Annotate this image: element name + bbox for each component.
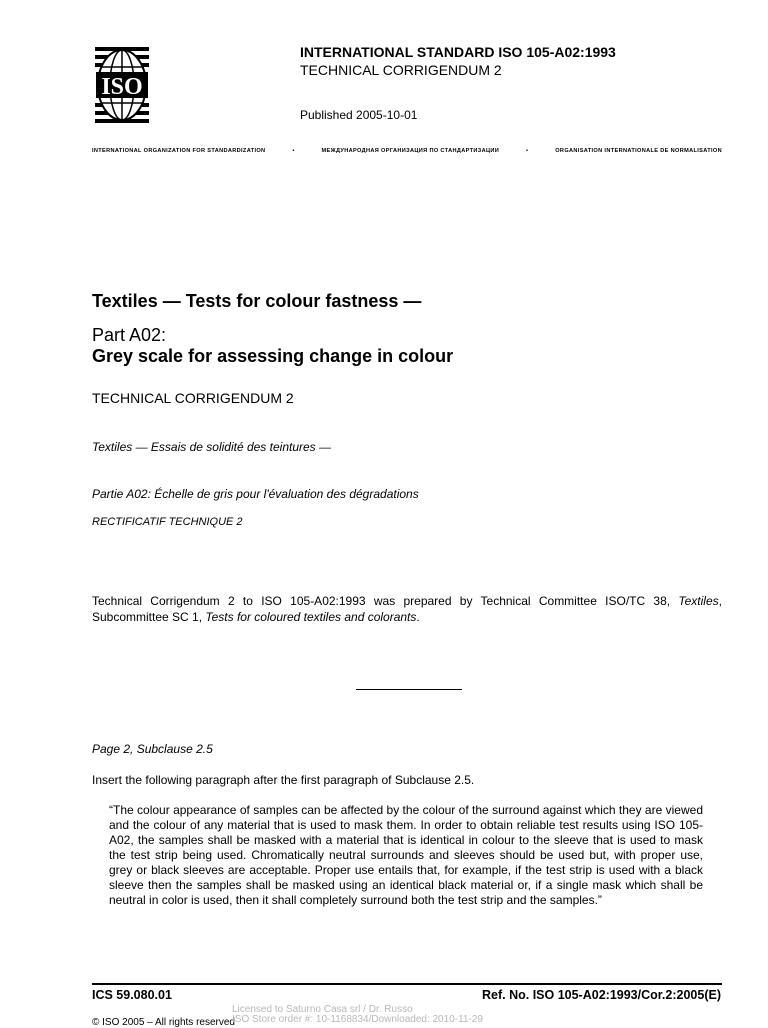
- license-watermark: Licensed to Saturno Casa srl / Dr. Russo: [232, 1004, 413, 1015]
- french-title: Textiles — Essais de solidité des teintures —: [92, 440, 331, 454]
- french-corrigendum: RECTIFICATIF TECHNIQUE 2: [92, 516, 243, 528]
- published-date: Published 2005-10-01: [300, 108, 418, 122]
- org-name-english: INTERNATIONAL ORGANIZATION FOR STANDARDIZATION: [92, 148, 266, 154]
- intro-paragraph: [92, 594, 722, 625]
- standard-title: INTERNATIONAL STANDARD ISO 105-A02:1993: [300, 44, 616, 60]
- section-divider: [356, 689, 462, 690]
- org-bullet: •: [526, 148, 529, 154]
- copyright-notice: © ISO 2005 – All rights reserved: [92, 1017, 235, 1028]
- footer-rule: [92, 983, 722, 985]
- corrigendum-heading: TECHNICAL CORRIGENDUM 2: [92, 390, 294, 406]
- license-watermark: ISO Store order #: 10-1168834/Downloaded: 2010-11-29: [232, 1014, 483, 1025]
- corrigendum-label: TECHNICAL CORRIGENDUM 2: [300, 62, 502, 78]
- inserted-paragraph: “The colour appearance of samples can be affected by the colour of the surround against which they are viewed and the colour of any material that is used to mask them. In order to obtain reliable test results using ISO 105-A02, the samples shall be masked with a material that is identical in colour to the sleeve that is used to mask the test strip being used. Chromatically neutral surrounds and sleeves should be used but, with proper use, grey or black sleeves are acceptable. Proper use entails that, for example, if the test strip is used with a black sleeve then the samples shall be masked using an identical black material or, if a single mask which shall be neutral in color is used, then it shall completely surround both the test strip and the samples.”: [109, 803, 703, 907]
- iso-logo: [95, 47, 149, 123]
- svg-text:ISO: ISO: [101, 74, 143, 100]
- document-title: Textiles — Tests for colour fastness —: [92, 291, 422, 311]
- page-subclause-reference: Page 2, Subclause 2.5: [92, 742, 213, 756]
- intro-text: , Subcommittee SC 1,: [92, 594, 722, 624]
- org-name-french: ORGANISATION INTERNATIONALE DE NORMALISATION: [555, 148, 722, 154]
- reference-number: Ref. No. ISO 105-A02:1993/Cor.2:2005(E): [482, 988, 721, 1002]
- intro-subcommittee-name: Tests for coloured textiles and colorants: [205, 609, 417, 624]
- french-part-title: Partie A02: Échelle de gris pour l'évaluation des dégradations: [92, 487, 419, 501]
- intro-text: .: [416, 609, 420, 624]
- organization-line: [92, 148, 722, 154]
- instruction-text: Insert the following paragraph after the first paragraph of Subclause 2.5.: [92, 773, 475, 787]
- intro-text: Technical Corrigendum 2 to ISO 105-A02:1993 was prepared by Technical Committee ISO/TC 38,: [92, 594, 679, 608]
- part-title: Grey scale for assessing change in colour: [92, 346, 454, 366]
- org-name-russian: МЕЖДУНАРОДНАЯ ОРГАНИЗАЦИЯ ПО СТАНДАРТИЗАЦИИ: [321, 148, 500, 154]
- org-bullet: •: [292, 148, 295, 154]
- part-number: Part A02:: [92, 325, 167, 345]
- ics-code: ICS 59.080.01: [92, 988, 172, 1002]
- iso-globe-icon: [95, 47, 149, 123]
- intro-committee-name: Textiles: [678, 594, 719, 608]
